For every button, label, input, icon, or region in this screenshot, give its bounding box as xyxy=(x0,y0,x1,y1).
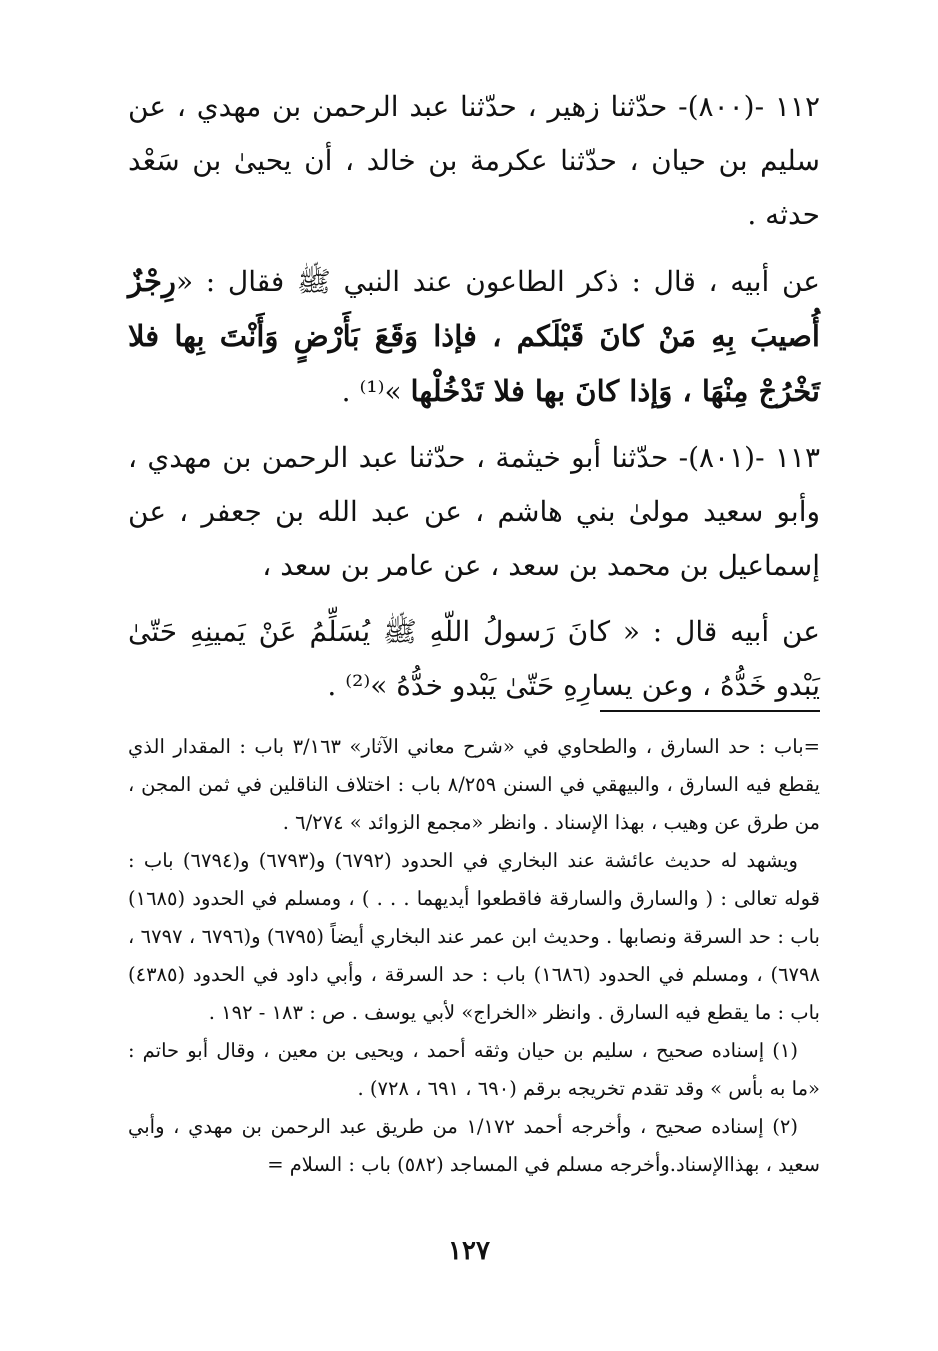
hadith-112-end: »⁽¹⁾ . xyxy=(341,375,411,408)
main-text xyxy=(128,80,820,725)
footnote-2: (٢) إسناده صحيح ، وأخرجه أحمد ١/١٧٢ من طريق عبد الرحمن بن مهدي ، وأبي سعيد ، بهذاالإسناد.وأخرجه مسلم في المساجد (٥٨٢) باب : السلام = xyxy=(128,1115,820,1176)
hadith-112-lead: عن أبيه ، قال : ذكر الطاعون عند النبي ﷺ فقال : « xyxy=(175,265,820,298)
footnote-continued: =باب : حد السارق ، والطحاوي في «شرح معاني الآثار» ٣/١٦٣ باب : المقدار الذي يقطع فيه السارق ، والبيهقي في السنن ٨/٢٥٩ باب : اختلاف الناقلين في ثمن المجن ، من طرق عن وهيب ، بهذا الإسناد . وانظر «مجمع الزوائد » ٦/٢٧٤ . xyxy=(128,735,820,834)
hadith-113-isnad: ١١٣ -(٨٠١)- حدّثنا أبو خيثمة ، حدّثنا عبد الرحمن بن مهدي ، وأبو سعيد مولىٰ بني هاشم ، عن عبد الله بن جعفر ، عن إسماعيل بن محمد بن سعد ، عن عامر بن سعد ، xyxy=(128,441,820,582)
hadith-112-matn xyxy=(128,254,820,419)
footnote-divider xyxy=(600,710,820,712)
footnote-1: (١) إسناده صحيح ، سليم بن حيان وثقه أحمد ، ويحيى بن معين ، وقال أبو حاتم : «ما به بأس » وقد تقدم تخريجه برقم (٦٩٠ ، ٦٩١ ، ٧٢٨) . xyxy=(128,1039,820,1100)
page-number: ١٢٧ xyxy=(448,1236,490,1266)
footnote-witness: ويشهد له حديث عائشة عند البخاري في الحدود (٦٧٩٢) و(٦٧٩٣) و(٦٧٩٤) باب : قوله تعالى : ( والسارق والسارقة فاقطعوا أيديهما . . . ) ، ومسلم في الحدود (١٦٨٥) باب : حد السرقة ونصابها . وحديث ابن عمر عند البخاري أيضاً (٦٧٩٥) و(٦٧٩٦ ، ٦٧٩٧ ، ٦٧٩٨) ، ومسلم في الحدود (١٦٨٦) باب : حد السرقة ، وأبي داود في الحدود (٤٣٨٥) باب : ما يقطع فيه السارق . وانظر «الخراج» لأبي يوسف . ص : ١٨٣ - ١٩٢ . xyxy=(128,849,820,1024)
hadith-112-text: رِجْزٌ أُصيبَ بِهِ مَنْ كانَ قَبْلَكم ، فإذا وَقَعَ بَأَرْضٍ وَأَنْتَ بِها فلا تَخْرُجْ مِنْهَا ، وَإذا كانَ بها فلا تَدْخُلْها xyxy=(128,264,820,408)
hadith-112-isnad: ١١٢ -(٨٠٠)- حدّثنا زهير ، حدّثنا عبد الرحمن بن مهدي ، عن سليم بن حيان ، حدّثنا عكرمة بن خالد ، أن يحيىٰ بن سَعْد حدثه . xyxy=(128,90,820,231)
footnotes xyxy=(128,728,820,1184)
hadith-113-matn: عن أبيه قال : « كانَ رَسولُ اللّهِ ﷺ يُسَلِّمُ عَنْ يَمينِهِ حَتّىٰ يَبْدو خَدُّهُ ، وعن يسارِهِ حَتّىٰ يَبْدو خدُّهُ »⁽²⁾ . xyxy=(128,615,820,702)
